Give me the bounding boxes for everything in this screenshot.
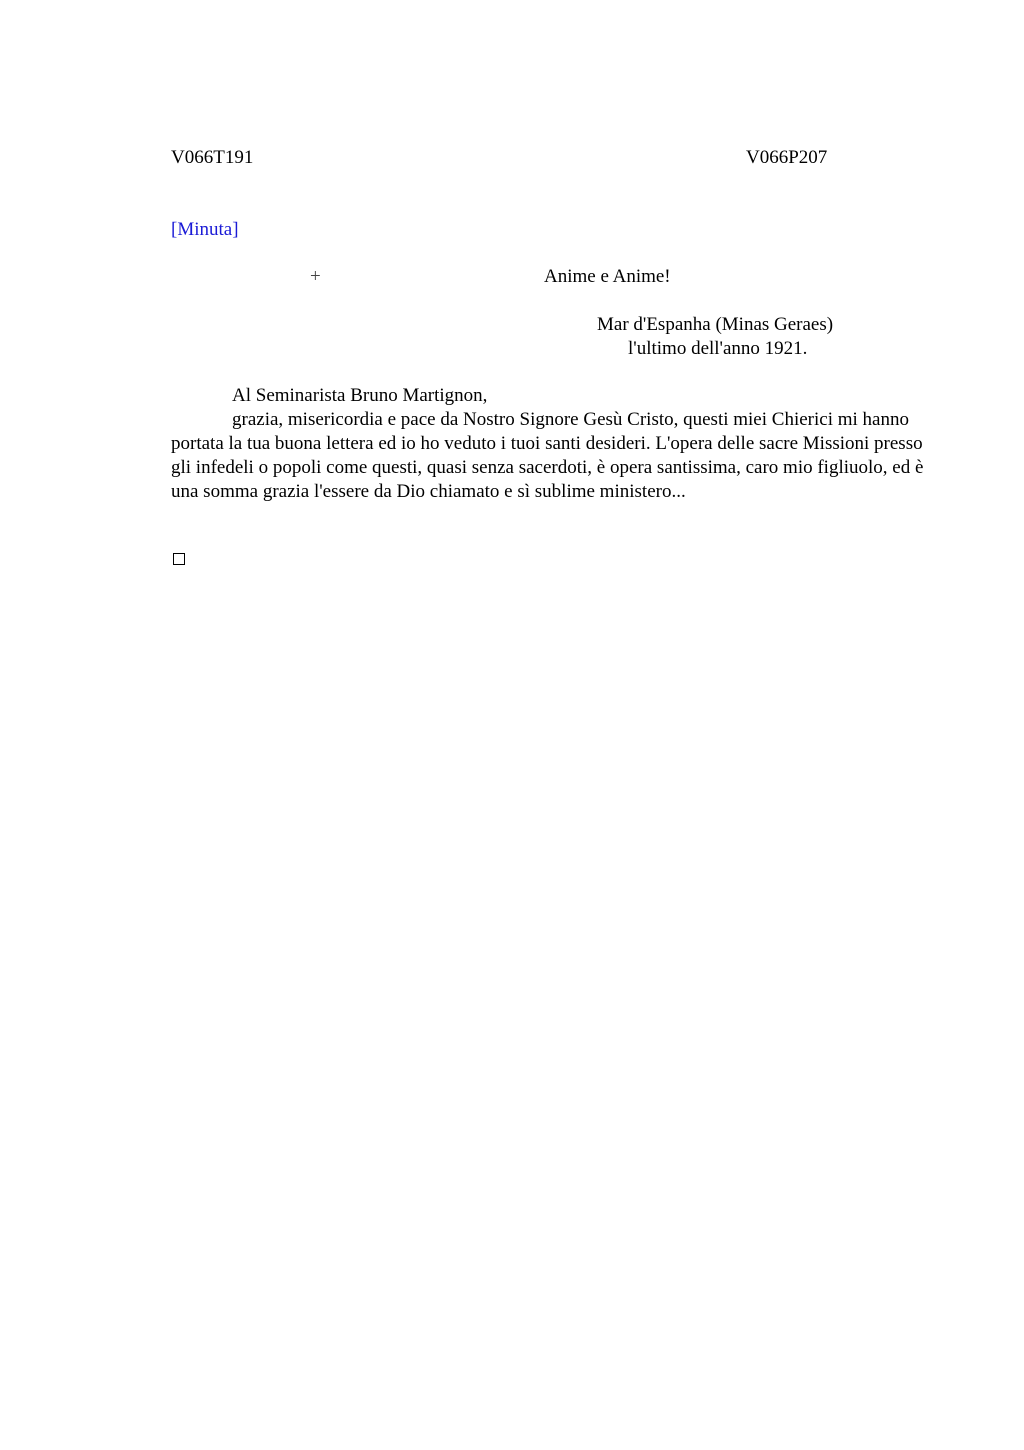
letter-date: l'ultimo dell'anno 1921.: [628, 338, 808, 359]
letter-body: grazia, misericordia e pace da Nostro Signore Gesù Cristo, questi miei Chierici mi hanno portata la tua buona lettera ed io ho veduto i tuoi santi desideri. L'opera delle sacre Missioni presso gli infedeli o popoli come questi, quasi senza sacerdoti, è opera santissima, caro mio figliuolo, ed è una somma grazia l'essere da Dio chiamato e sì sublime ministero...: [171, 409, 924, 502]
document-reference-left: V066T191: [171, 147, 254, 168]
letter-salutation: Al Seminarista Bruno Martignon,: [232, 385, 488, 406]
motto: Anime e Anime!: [544, 266, 671, 287]
minuta-label: [Minuta]: [171, 219, 239, 240]
empty-square-icon: [173, 553, 185, 565]
document-reference-right: V066P207: [746, 147, 828, 168]
cross-symbol: +: [310, 266, 321, 287]
letter-place: Mar d'Espanha (Minas Geraes): [597, 314, 834, 335]
